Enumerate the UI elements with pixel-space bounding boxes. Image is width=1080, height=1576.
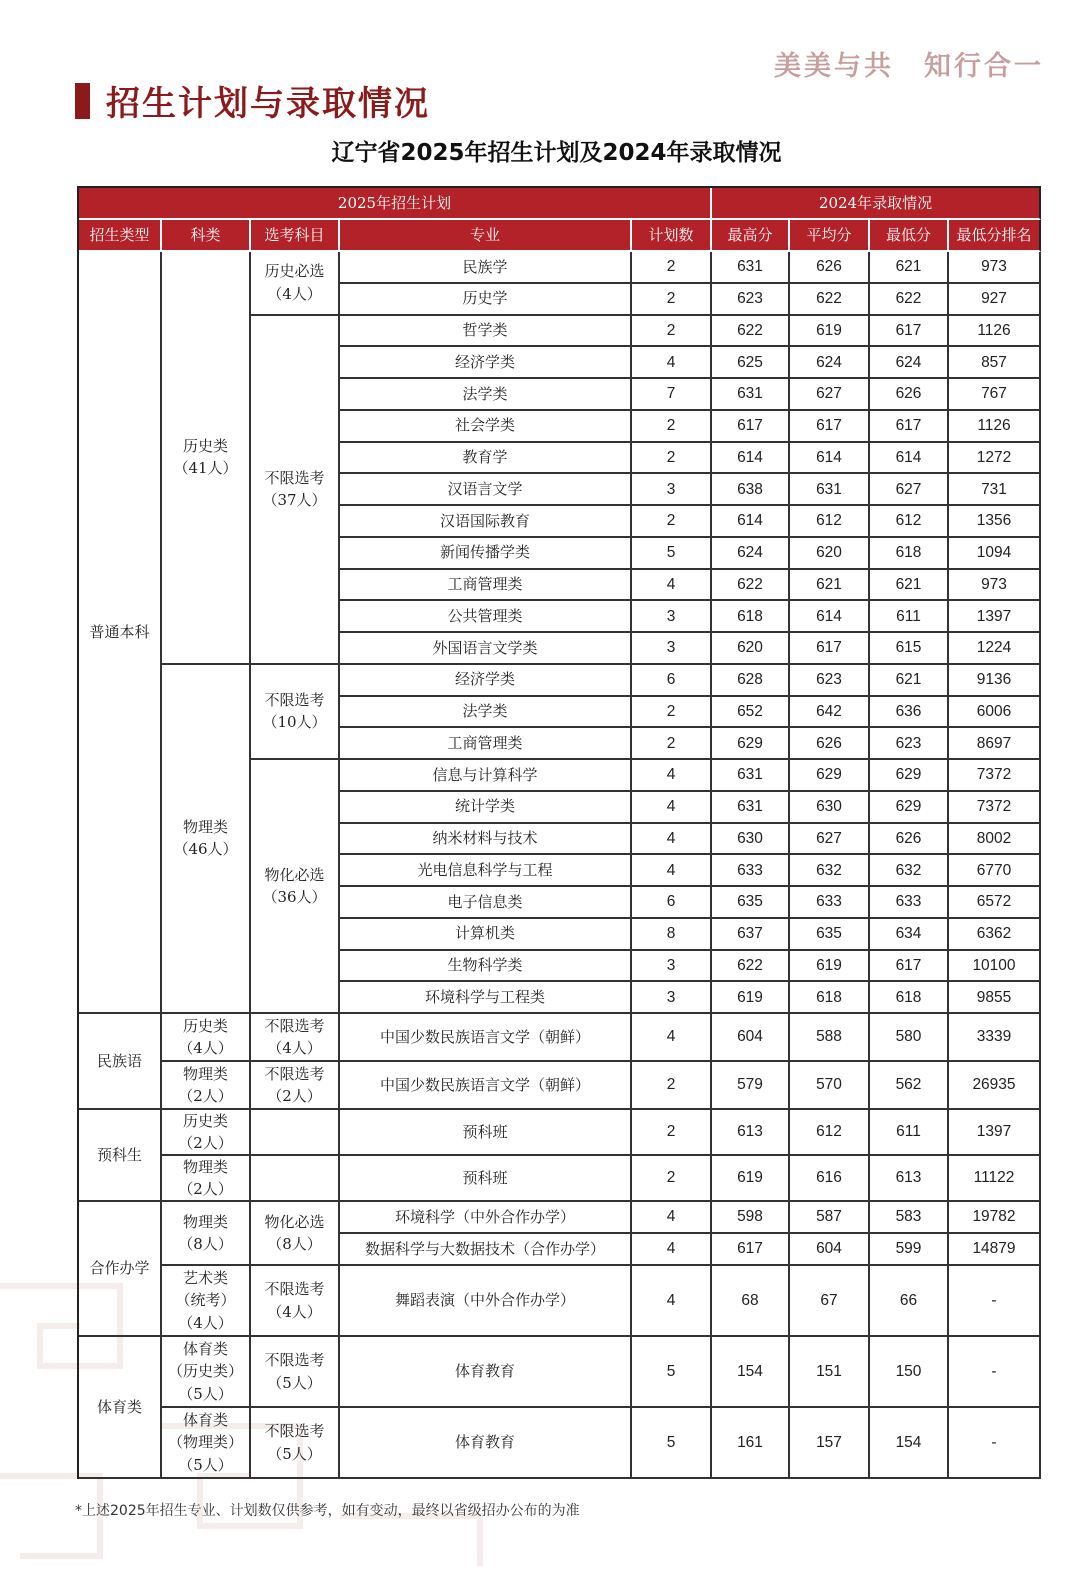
- plan-cell: 3: [632, 982, 712, 1014]
- plan-cell: 2: [632, 284, 712, 316]
- plan-cell: 5: [632, 538, 712, 570]
- category-line: 历史类: [182, 436, 228, 455]
- max-score-cell: 631: [712, 379, 790, 411]
- min-score-cell: 632: [870, 855, 949, 887]
- subject-line: 物化必选: [264, 865, 325, 884]
- avg-score-cell: 627: [790, 824, 870, 856]
- max-score-cell: 631: [712, 252, 790, 284]
- min-rank-cell: 6006: [949, 697, 1041, 729]
- subject-line: （4人）: [267, 284, 322, 303]
- avg-score-cell: 614: [790, 601, 870, 633]
- type-label: 民族语: [96, 1051, 142, 1070]
- major-cell: 预科班: [340, 1156, 632, 1202]
- avg-score-cell: 623: [790, 665, 870, 697]
- min-rank-cell: 9855: [949, 982, 1041, 1014]
- category-line: （物理类）: [167, 1433, 243, 1452]
- min-rank-cell: 1126: [949, 316, 1041, 348]
- min-score-cell: 154: [870, 1408, 949, 1479]
- avg-score-cell: 635: [790, 919, 870, 951]
- min-score-cell: 599: [870, 1234, 949, 1266]
- category-line: （46人）: [173, 840, 238, 859]
- min-score-cell: 562: [870, 1062, 949, 1110]
- min-rank-cell: 3339: [949, 1014, 1041, 1062]
- category-line: 物理类: [182, 1064, 228, 1083]
- max-score-cell: 635: [712, 887, 790, 919]
- category-line: （2人）: [178, 1180, 233, 1198]
- category-line: （4人）: [178, 1313, 233, 1332]
- min-rank-cell: 10100: [949, 951, 1041, 983]
- plan-cell: 4: [632, 347, 712, 379]
- plan-cell: 5: [632, 1337, 712, 1408]
- subject-cell-empty: [251, 1156, 340, 1202]
- min-score-cell: 626: [870, 379, 949, 411]
- subject-line: 不限选考: [264, 1280, 325, 1298]
- col-header-avg: 平均分: [790, 220, 870, 252]
- type-label: 合作办学: [89, 1259, 150, 1278]
- avg-score-cell: 616: [790, 1156, 870, 1202]
- category-line: （历史类）: [167, 1362, 243, 1381]
- min-rank-cell: 8697: [949, 728, 1041, 760]
- min-rank-cell: 731: [949, 474, 1041, 506]
- max-score-cell: 613: [712, 1110, 790, 1156]
- category-line: 历史类: [182, 1016, 228, 1035]
- avg-score-cell: 624: [790, 347, 870, 379]
- col-header-min: 最低分: [870, 220, 949, 252]
- max-score-cell: 614: [712, 443, 790, 475]
- type-cell: [79, 1110, 162, 1202]
- category-line: （5人）: [178, 1384, 233, 1403]
- category-cell: [162, 1062, 251, 1110]
- max-score-cell: 652: [712, 697, 790, 729]
- category-cell: [162, 252, 251, 665]
- subject-cell: [251, 252, 340, 316]
- major-cell: 信息与计算科学: [340, 760, 632, 792]
- subject-line: （36人）: [262, 888, 327, 906]
- plan-cell: 2: [632, 697, 712, 729]
- min-score-cell: 623: [870, 728, 949, 760]
- min-rank-cell: 8002: [949, 824, 1041, 856]
- plan-cell: 4: [632, 1202, 712, 1234]
- min-rank-cell: 973: [949, 252, 1041, 284]
- plan-cell: 2: [632, 252, 712, 284]
- subject-line: 不限选考: [264, 468, 325, 487]
- min-rank-cell: 927: [949, 284, 1041, 316]
- min-score-cell: 624: [870, 347, 949, 379]
- min-score-cell: 617: [870, 316, 949, 348]
- subject-line: （5人）: [267, 1373, 322, 1392]
- avg-score-cell: 612: [790, 1110, 870, 1156]
- avg-score-cell: 614: [790, 443, 870, 475]
- plan-cell: 2: [632, 728, 712, 760]
- motto-part1: 美美与共: [774, 51, 894, 82]
- max-score-cell: 619: [712, 982, 790, 1014]
- subject-cell: [251, 665, 340, 760]
- avg-score-cell: 626: [790, 252, 870, 284]
- section-bar: [75, 83, 90, 119]
- subject-cell-empty: [251, 1110, 340, 1156]
- avg-score-cell: 633: [790, 887, 870, 919]
- min-score-cell: 629: [870, 760, 949, 792]
- plan-cell: 4: [632, 1266, 712, 1337]
- plan-cell: 4: [632, 570, 712, 602]
- plan-cell: 2: [632, 1062, 712, 1110]
- plan-cell: 4: [632, 760, 712, 792]
- min-rank-cell: 1272: [949, 443, 1041, 475]
- admission-table: [77, 186, 1041, 1479]
- min-rank-cell: 1224: [949, 633, 1041, 665]
- subject-cell: [251, 1408, 340, 1479]
- major-cell: 公共管理类: [340, 601, 632, 633]
- category-line: 历史类: [182, 1111, 228, 1130]
- category-line: （8人）: [178, 1235, 233, 1253]
- major-cell: 历史学: [340, 284, 632, 316]
- motto: [774, 44, 1044, 83]
- subject-line: （10人）: [262, 713, 327, 732]
- motto-part2: 知行合一: [924, 51, 1044, 82]
- category-line: 艺术类: [182, 1268, 228, 1287]
- min-rank-cell: 26935: [949, 1062, 1041, 1110]
- min-rank-cell: 1126: [949, 411, 1041, 443]
- min-score-cell: 633: [870, 887, 949, 919]
- min-rank-cell: 767: [949, 379, 1041, 411]
- major-cell: 预科班: [340, 1110, 632, 1156]
- major-cell: 新闻传播学类: [340, 538, 632, 570]
- category-line: （41人）: [173, 459, 238, 478]
- min-rank-cell: 1397: [949, 601, 1041, 633]
- min-score-cell: 618: [870, 982, 949, 1014]
- subject-cell: [251, 1337, 340, 1408]
- min-score-cell: 617: [870, 411, 949, 443]
- avg-score-cell: 604: [790, 1234, 870, 1266]
- major-cell: 数据科学与大数据技术（合作办学）: [340, 1234, 632, 1266]
- table-title: 辽宁省2025年招生计划及2024年录取情况: [331, 140, 782, 166]
- min-score-cell: 615: [870, 633, 949, 665]
- min-rank-cell: -: [949, 1266, 1041, 1337]
- subject-cell: [251, 1202, 340, 1266]
- category-line: （5人）: [178, 1455, 233, 1474]
- major-cell: 中国少数民族语言文学（朝鲜）: [340, 1014, 632, 1062]
- min-score-cell: 150: [870, 1337, 949, 1408]
- major-cell: 汉语国际教育: [340, 506, 632, 538]
- subject-line: （8人）: [267, 1235, 322, 1253]
- avg-score-cell: 620: [790, 538, 870, 570]
- min-rank-cell: 11122: [949, 1156, 1041, 1202]
- min-rank-cell: 1356: [949, 506, 1041, 538]
- avg-score-cell: 632: [790, 855, 870, 887]
- max-score-cell: 154: [712, 1337, 790, 1408]
- group-header-plan2025: 2025年招生计划: [79, 188, 712, 220]
- min-rank-cell: -: [949, 1337, 1041, 1408]
- plan-cell: 3: [632, 633, 712, 665]
- avg-score-cell: 587: [790, 1202, 870, 1234]
- max-score-cell: 628: [712, 665, 790, 697]
- type-cell: [79, 1202, 162, 1337]
- max-score-cell: 633: [712, 855, 790, 887]
- max-score-cell: 161: [712, 1408, 790, 1479]
- max-score-cell: 638: [712, 474, 790, 506]
- avg-score-cell: 570: [790, 1062, 870, 1110]
- subject-line: 不限选考: [264, 1016, 325, 1035]
- plan-cell: 4: [632, 855, 712, 887]
- major-cell: 体育教育: [340, 1408, 632, 1479]
- max-score-cell: 598: [712, 1202, 790, 1234]
- major-cell: 哲学类: [340, 316, 632, 348]
- min-score-cell: 621: [870, 665, 949, 697]
- min-score-cell: 622: [870, 284, 949, 316]
- max-score-cell: 604: [712, 1014, 790, 1062]
- plan-cell: 2: [632, 506, 712, 538]
- subject-line: 不限选考: [264, 690, 325, 709]
- min-rank-cell: 973: [949, 570, 1041, 602]
- min-rank-cell: 6362: [949, 919, 1041, 951]
- plan-cell: 4: [632, 824, 712, 856]
- major-cell: 汉语言文学: [340, 474, 632, 506]
- avg-score-cell: 626: [790, 728, 870, 760]
- category-line: 物理类: [182, 1157, 228, 1176]
- major-cell: 电子信息类: [340, 887, 632, 919]
- max-score-cell: 622: [712, 316, 790, 348]
- col-header-major: 专业: [340, 220, 632, 252]
- subject-cell: [251, 760, 340, 1014]
- min-rank-cell: 6770: [949, 855, 1041, 887]
- type-label: 普通本科: [89, 622, 150, 641]
- max-score-cell: 68: [712, 1266, 790, 1337]
- major-cell: 经济学类: [340, 665, 632, 697]
- subject-line: 不限选考: [264, 1064, 325, 1083]
- major-cell: 舞蹈表演（中外合作办学）: [340, 1266, 632, 1337]
- subject-line: （5人）: [267, 1444, 322, 1463]
- plan-cell: 4: [632, 792, 712, 824]
- plan-cell: 4: [632, 1014, 712, 1062]
- col-header-subject: 选考科目: [251, 220, 340, 252]
- plan-cell: 3: [632, 951, 712, 983]
- col-header-type: 招生类型: [79, 220, 162, 252]
- max-score-cell: 630: [712, 824, 790, 856]
- major-cell: 光电信息科学与工程: [340, 855, 632, 887]
- type-cell: [79, 1337, 162, 1479]
- min-score-cell: 617: [870, 951, 949, 983]
- avg-score-cell: 630: [790, 792, 870, 824]
- min-rank-cell: 1094: [949, 538, 1041, 570]
- min-rank-cell: 9136: [949, 665, 1041, 697]
- plan-cell: 2: [632, 443, 712, 475]
- category-line: （2人）: [178, 1134, 233, 1152]
- plan-cell: 2: [632, 1110, 712, 1156]
- category-cell: [162, 665, 251, 1014]
- major-cell: 法学类: [340, 379, 632, 411]
- major-cell: 纳米材料与技术: [340, 824, 632, 856]
- max-score-cell: 631: [712, 760, 790, 792]
- major-cell: 统计学类: [340, 792, 632, 824]
- category-cell: [162, 1337, 251, 1408]
- avg-score-cell: 622: [790, 284, 870, 316]
- avg-score-cell: 151: [790, 1337, 870, 1408]
- avg-score-cell: 627: [790, 379, 870, 411]
- max-score-cell: 619: [712, 1156, 790, 1202]
- avg-score-cell: 642: [790, 697, 870, 729]
- section-title-text: 招生计划与录取情况: [106, 84, 430, 124]
- max-score-cell: 617: [712, 1234, 790, 1266]
- min-score-cell: 613: [870, 1156, 949, 1202]
- min-score-cell: 627: [870, 474, 949, 506]
- avg-score-cell: 157: [790, 1408, 870, 1479]
- max-score-cell: 620: [712, 633, 790, 665]
- max-score-cell: 631: [712, 792, 790, 824]
- max-score-cell: 624: [712, 538, 790, 570]
- min-score-cell: 626: [870, 824, 949, 856]
- min-score-cell: 621: [870, 252, 949, 284]
- min-rank-cell: 857: [949, 347, 1041, 379]
- plan-cell: 6: [632, 887, 712, 919]
- avg-score-cell: 621: [790, 570, 870, 602]
- major-cell: 外国语言文学类: [340, 633, 632, 665]
- avg-score-cell: 629: [790, 760, 870, 792]
- subject-cell: [251, 316, 340, 665]
- avg-score-cell: 618: [790, 982, 870, 1014]
- plan-cell: 8: [632, 919, 712, 951]
- section-title: [75, 76, 430, 125]
- major-cell: 法学类: [340, 697, 632, 729]
- col-header-plan: 计划数: [632, 220, 712, 252]
- min-score-cell: 636: [870, 697, 949, 729]
- avg-score-cell: 617: [790, 411, 870, 443]
- min-score-cell: 634: [870, 919, 949, 951]
- avg-score-cell: 631: [790, 474, 870, 506]
- plan-cell: 2: [632, 1156, 712, 1202]
- major-cell: 环境科学（中外合作办学）: [340, 1202, 632, 1234]
- type-cell: [79, 252, 162, 1014]
- max-score-cell: 623: [712, 284, 790, 316]
- major-cell: 工商管理类: [340, 728, 632, 760]
- min-rank-cell: -: [949, 1408, 1041, 1479]
- max-score-cell: 622: [712, 951, 790, 983]
- subject-line: （4人）: [267, 1302, 322, 1321]
- major-cell: 社会学类: [340, 411, 632, 443]
- min-score-cell: 583: [870, 1202, 949, 1234]
- major-cell: 教育学: [340, 443, 632, 475]
- category-cell: [162, 1110, 251, 1156]
- col-header-category: 科类: [162, 220, 251, 252]
- subject-line: （4人）: [267, 1039, 322, 1057]
- category-line: 物理类: [182, 817, 228, 836]
- avg-score-cell: 588: [790, 1014, 870, 1062]
- category-line: 物理类: [182, 1212, 228, 1231]
- major-cell: 经济学类: [340, 347, 632, 379]
- max-score-cell: 637: [712, 919, 790, 951]
- major-cell: 工商管理类: [340, 570, 632, 602]
- type-label: 体育类: [96, 1397, 142, 1416]
- min-score-cell: 614: [870, 443, 949, 475]
- subject-line: 物化必选: [264, 1212, 325, 1231]
- plan-cell: 3: [632, 474, 712, 506]
- category-cell: [162, 1202, 251, 1266]
- min-score-cell: 629: [870, 792, 949, 824]
- subject-line: 不限选考: [264, 1351, 325, 1369]
- subject-line: 历史必选: [264, 262, 325, 281]
- max-score-cell: 617: [712, 411, 790, 443]
- min-rank-cell: 7372: [949, 760, 1041, 792]
- min-rank-cell: 1397: [949, 1110, 1041, 1156]
- type-cell: [79, 1014, 162, 1110]
- major-cell: 民族学: [340, 252, 632, 284]
- col-header-rank: 最低分排名: [949, 220, 1041, 252]
- avg-score-cell: 619: [790, 951, 870, 983]
- subject-cell: [251, 1062, 340, 1110]
- avg-score-cell: 67: [790, 1266, 870, 1337]
- major-cell: 生物科学类: [340, 951, 632, 983]
- type-label: 预科生: [96, 1145, 142, 1164]
- plan-cell: 5: [632, 1408, 712, 1479]
- subject-cell: [251, 1014, 340, 1062]
- plan-cell: 2: [632, 316, 712, 348]
- min-rank-cell: 6572: [949, 887, 1041, 919]
- min-score-cell: 611: [870, 1110, 949, 1156]
- subject-line: 不限选考: [264, 1422, 325, 1440]
- max-score-cell: 629: [712, 728, 790, 760]
- min-rank-cell: 19782: [949, 1202, 1041, 1234]
- major-cell: 环境科学与工程类: [340, 982, 632, 1014]
- avg-score-cell: 612: [790, 506, 870, 538]
- min-score-cell: 618: [870, 538, 949, 570]
- plan-cell: 6: [632, 665, 712, 697]
- plan-cell: 2: [632, 411, 712, 443]
- category-line: （4人）: [178, 1039, 233, 1057]
- category-line: （统考）: [175, 1291, 236, 1310]
- major-cell: 体育教育: [340, 1337, 632, 1408]
- min-score-cell: 66: [870, 1266, 949, 1337]
- avg-score-cell: 619: [790, 316, 870, 348]
- plan-cell: 4: [632, 1234, 712, 1266]
- max-score-cell: 579: [712, 1062, 790, 1110]
- min-score-cell: 621: [870, 570, 949, 602]
- subject-cell: [251, 1266, 340, 1337]
- subject-line: （37人）: [262, 491, 327, 510]
- category-line: 体育类: [182, 1410, 228, 1429]
- category-line: 体育类: [182, 1339, 228, 1358]
- min-rank-cell: 14879: [949, 1234, 1041, 1266]
- max-score-cell: 618: [712, 601, 790, 633]
- category-cell: [162, 1014, 251, 1062]
- category-line: （2人）: [178, 1087, 233, 1105]
- major-cell: 中国少数民族语言文学（朝鲜）: [340, 1062, 632, 1110]
- group-header-admit2024: 2024年录取情况: [712, 188, 1041, 220]
- plan-cell: 3: [632, 601, 712, 633]
- min-score-cell: 580: [870, 1014, 949, 1062]
- category-cell: [162, 1266, 251, 1337]
- subject-line: （2人）: [267, 1087, 322, 1105]
- max-score-cell: 625: [712, 347, 790, 379]
- min-score-cell: 611: [870, 601, 949, 633]
- plan-cell: 7: [632, 379, 712, 411]
- col-header-max: 最高分: [712, 220, 790, 252]
- major-cell: 计算机类: [340, 919, 632, 951]
- footnote: *上述2025年招生专业、计划数仅供参考，如有变动，最终以省级招办公布的为准: [75, 1503, 580, 1519]
- category-cell: [162, 1408, 251, 1479]
- max-score-cell: 622: [712, 570, 790, 602]
- min-rank-cell: 7372: [949, 792, 1041, 824]
- max-score-cell: 614: [712, 506, 790, 538]
- avg-score-cell: 617: [790, 633, 870, 665]
- min-score-cell: 612: [870, 506, 949, 538]
- category-cell: [162, 1156, 251, 1202]
